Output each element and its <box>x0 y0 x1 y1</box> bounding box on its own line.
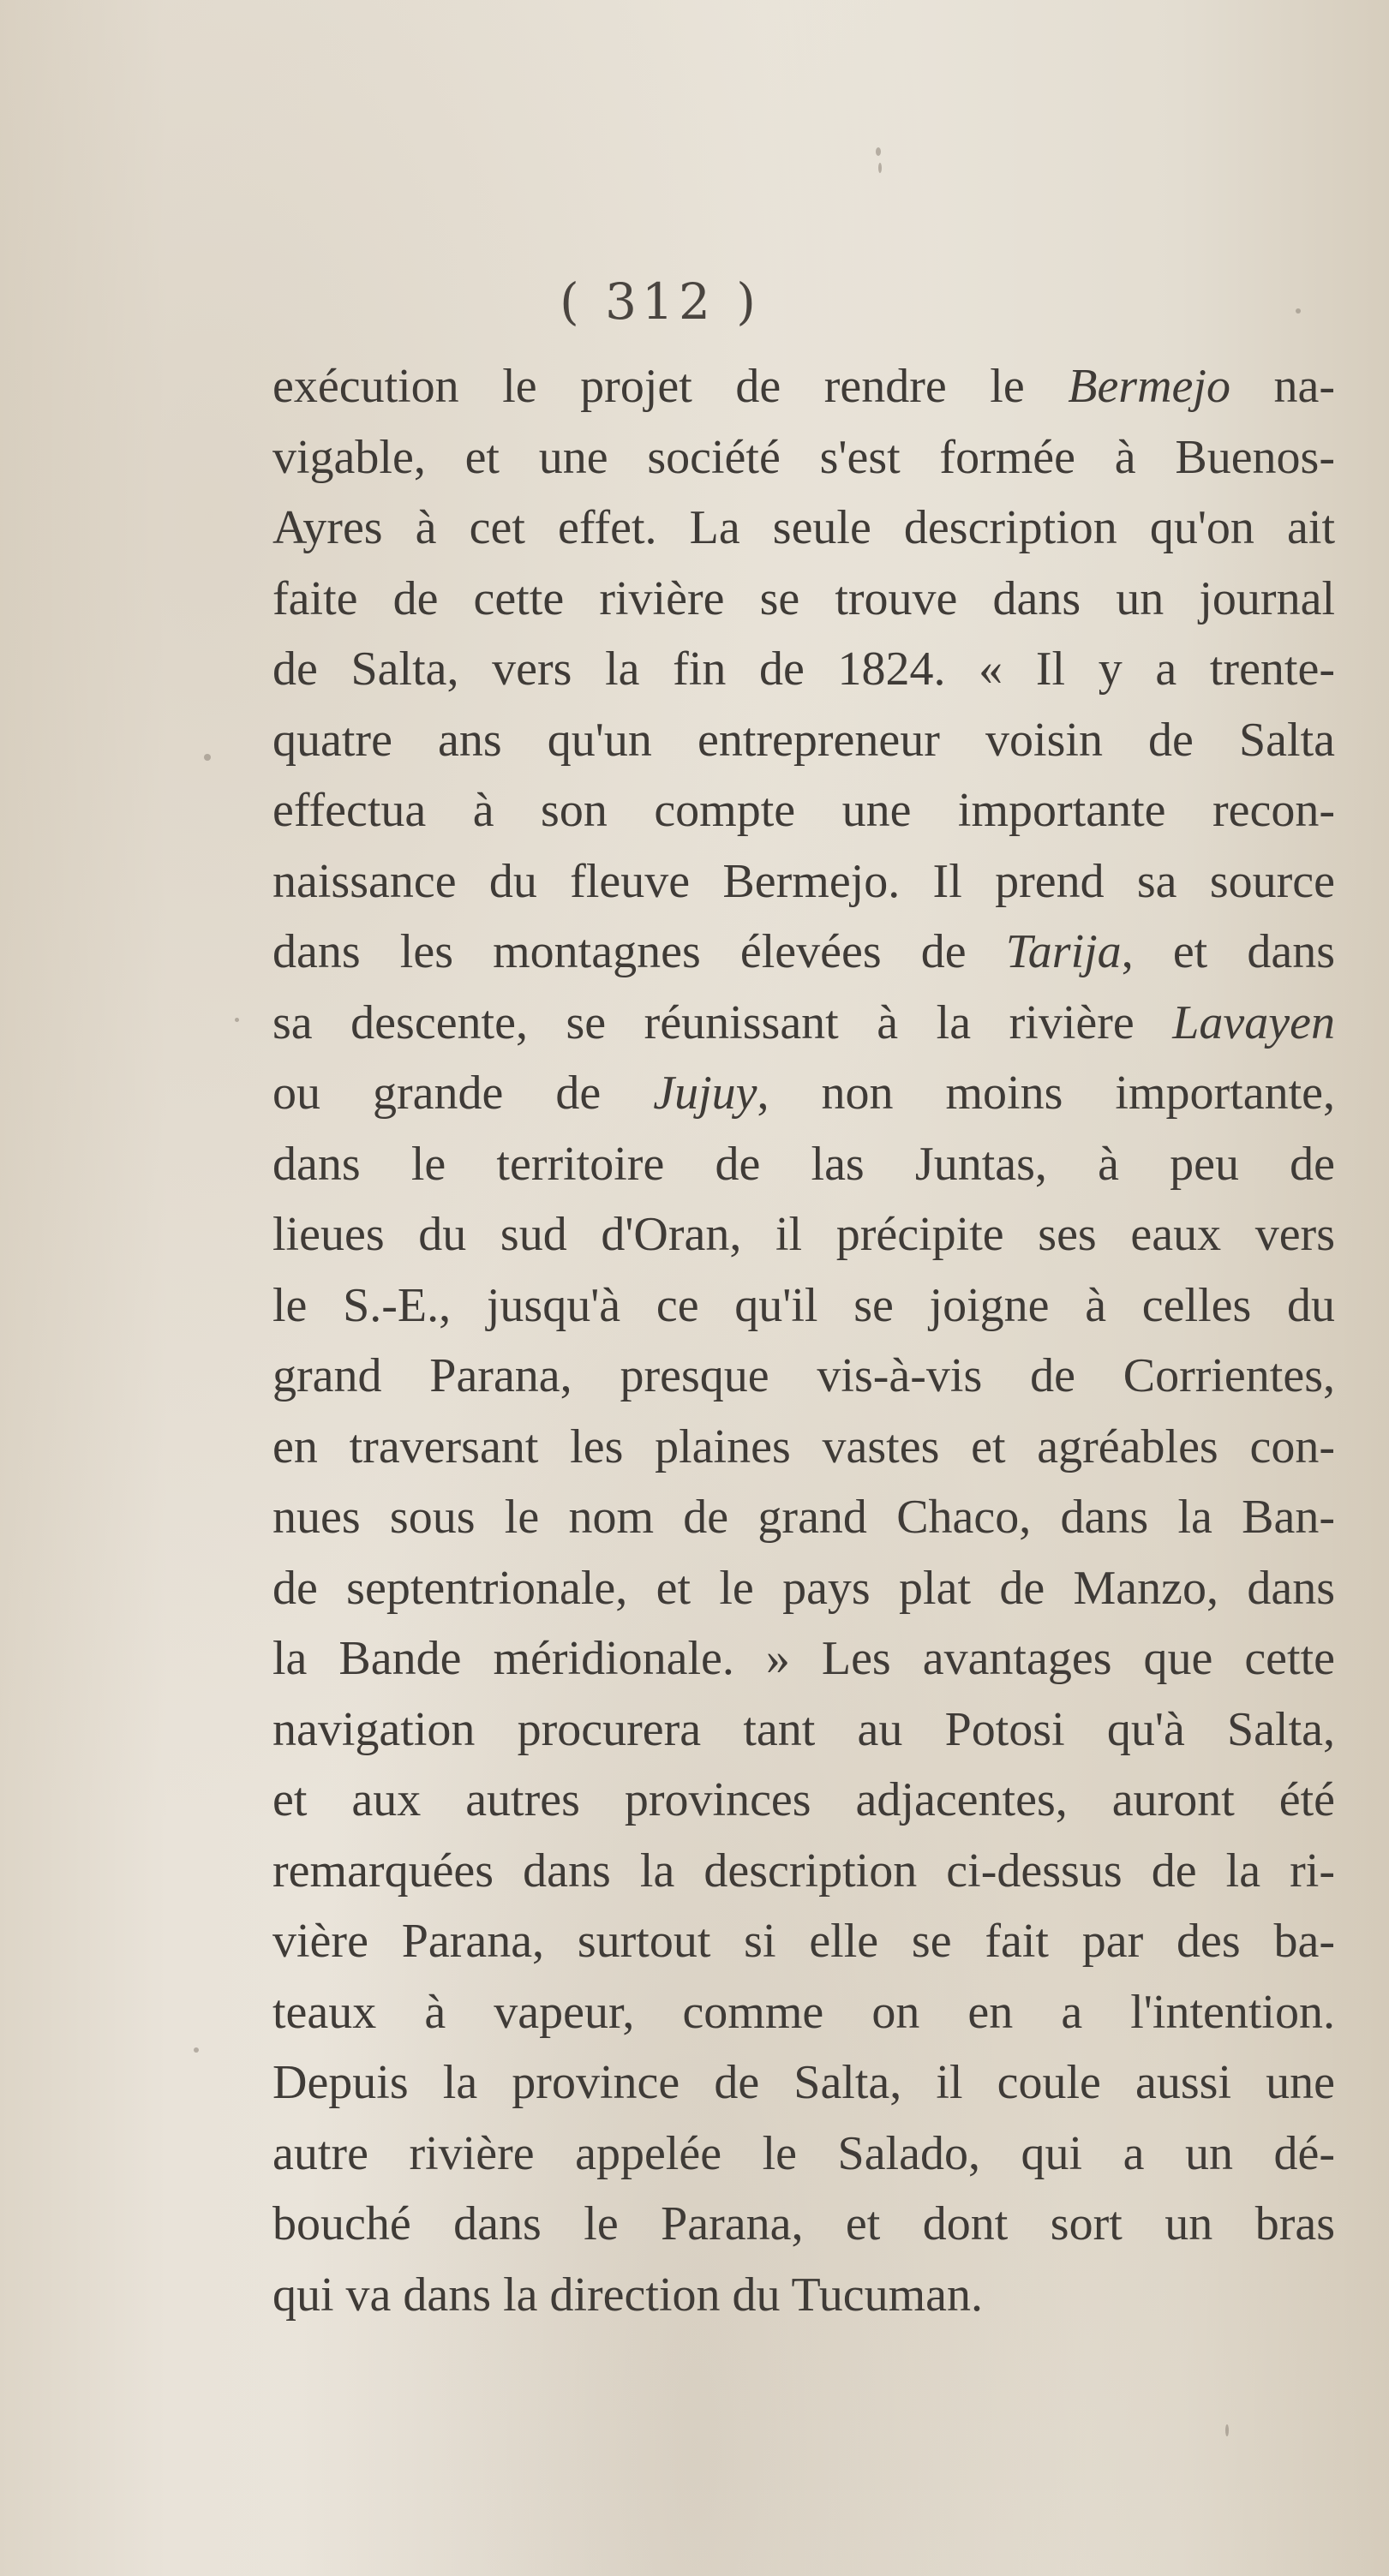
text-segment: bouché dans le Parana, et dont sort un bras <box>272 2197 1335 2250</box>
text-segment: teaux à vapeur, comme on en a l'intention. <box>272 1985 1335 2039</box>
text-line <box>272 493 1335 564</box>
text-segment: le S.-E., jusqu'à ce qu'il se joigne à celles du <box>272 1278 1335 1332</box>
text-segment: et aux autres provinces adjacentes, auront été <box>272 1773 1335 1826</box>
text-line <box>272 634 1335 705</box>
text-line <box>272 988 1335 1059</box>
text-segment: grand Parana, presque vis-à-vis de Corrientes, <box>272 1349 1335 1402</box>
paper-speck <box>876 147 881 156</box>
text-segment: na- <box>1230 360 1335 413</box>
body-text <box>272 351 1335 2330</box>
text-segment: dans le territoire de las Juntas, à peu de <box>272 1137 1335 1191</box>
paper-speck <box>235 1018 239 1022</box>
text-line <box>272 1058 1335 1129</box>
text-segment: autre rivière appelée le Salado, qui a un dé- <box>272 2126 1335 2180</box>
text-segment: , et dans <box>1121 925 1336 978</box>
text-segment: nues sous le nom de grand Chaco, dans la Ban- <box>272 1491 1335 1544</box>
text-segment: la Bande méridionale. » Les avantages que cette <box>272 1632 1335 1685</box>
text-line <box>272 1836 1335 1907</box>
text-line <box>272 1906 1335 1977</box>
text-segment: qui va dans la direction du Tucuman. <box>272 2268 984 2322</box>
text-line <box>272 2047 1335 2119</box>
italic-word: Tarija <box>1005 925 1122 978</box>
text-line <box>272 351 1335 422</box>
text-segment: dans les montagnes élevées de <box>272 925 1006 978</box>
text-segment: Depuis la province de Salta, il coule aussi une <box>272 2056 1335 2109</box>
text-segment: , non moins importante, <box>757 1067 1335 1120</box>
page-number: ( 312 ) <box>560 272 761 331</box>
text-segment: lieues du sud d'Oran, il précipite ses eaux vers <box>272 1208 1335 1261</box>
text-line <box>272 1694 1335 1766</box>
text-line <box>272 1341 1335 1412</box>
text-line <box>272 1765 1335 1836</box>
text-segment: de Salta, vers la fin de 1824. « Il y a trente- <box>272 643 1335 696</box>
text-segment: quatre ans qu'un entrepreneur voisin de Salta <box>272 713 1335 767</box>
text-line <box>272 1129 1335 1200</box>
text-line <box>272 1623 1335 1694</box>
text-segment: effectua à son compte une importante recon- <box>272 784 1335 837</box>
paper-speck <box>194 2047 199 2053</box>
text-segment: vigable, et une société s'est formée à Buenos- <box>272 430 1335 484</box>
paper-speck <box>1296 308 1301 314</box>
text-line <box>272 2260 1335 2331</box>
paper-speck <box>204 754 211 761</box>
paper-speck <box>1225 2424 1229 2436</box>
text-segment: faite de cette rivière se trouve dans un journal <box>272 571 1335 625</box>
paper-speck <box>878 163 882 173</box>
text-line <box>272 1199 1335 1270</box>
italic-word: Bermejo <box>1068 360 1230 413</box>
text-segment: en traversant les plaines vastes et agréables con- <box>272 1419 1335 1473</box>
text-segment: exécution le projet de rendre le <box>272 360 1069 413</box>
text-segment: de septentrionale, et le pays plat de Manzo, dans <box>272 1561 1335 1615</box>
text-line <box>272 1553 1335 1624</box>
text-segment: ou grande de <box>272 1067 654 1120</box>
text-segment: sa descente, se réunissant à la rivière <box>272 995 1173 1049</box>
text-segment: naissance du fleuve Bermejo. Il prend sa source <box>272 854 1335 908</box>
text-line <box>272 775 1335 846</box>
text-line <box>272 2189 1335 2260</box>
text-line <box>272 1482 1335 1553</box>
text-line <box>272 846 1335 917</box>
italic-word: Lavayen <box>1172 995 1335 1049</box>
text-line <box>272 1977 1335 2048</box>
text-line <box>272 2119 1335 2190</box>
text-line <box>272 422 1335 493</box>
text-segment: vière Parana, surtout si elle se fait par des ba- <box>272 1915 1335 1968</box>
text-segment: Ayres à cet effet. La seule description qu'on ait <box>272 501 1335 554</box>
text-segment: navigation procurera tant au Potosi qu'à Salta, <box>272 1702 1335 1756</box>
text-line <box>272 1412 1335 1483</box>
text-line <box>272 564 1335 635</box>
text-line <box>272 917 1335 988</box>
text-line <box>272 705 1335 776</box>
text-segment: remarquées dans la description ci-dessus de la ri- <box>272 1844 1335 1898</box>
italic-word: Jujuy <box>653 1067 757 1120</box>
text-line <box>272 1270 1335 1342</box>
